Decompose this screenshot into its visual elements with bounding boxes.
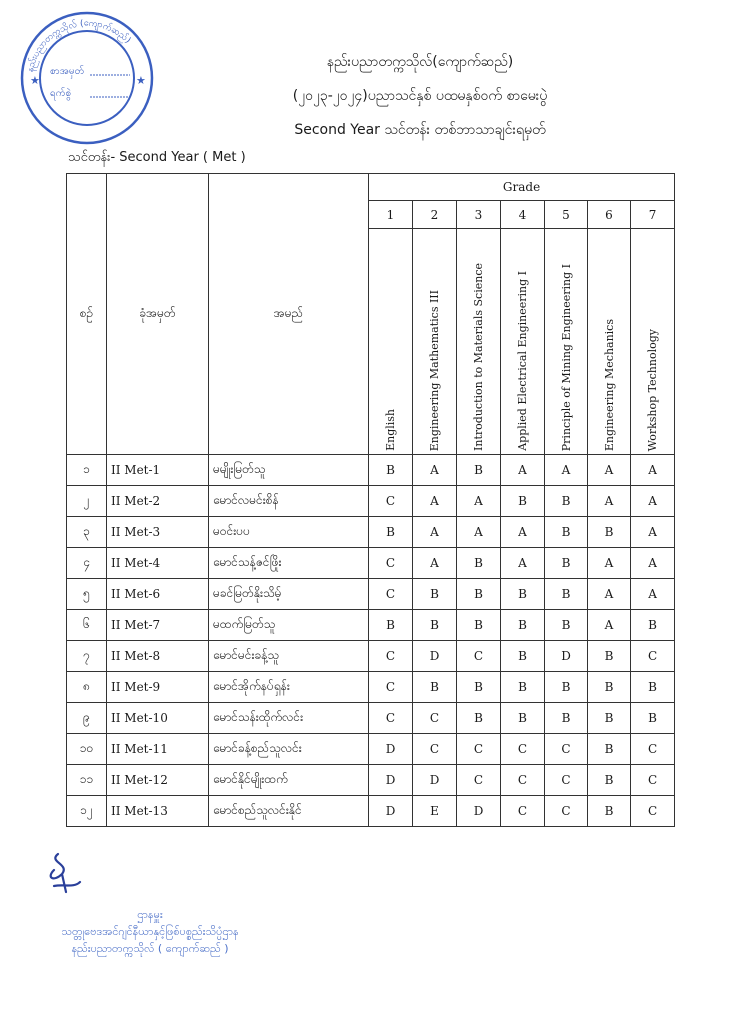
roll-number: II Met-7: [107, 610, 209, 641]
grade-cell: B: [631, 703, 675, 734]
table-row: [67, 579, 675, 610]
subject-name: English: [384, 409, 397, 451]
grade-cell: C: [501, 796, 545, 827]
grade-cell: B: [457, 703, 501, 734]
student-name: မောင်မင်းခန့်သူ: [209, 641, 369, 672]
subject-name: Workshop Technology: [646, 328, 660, 451]
seal-line-number: စာအမှတ်: [50, 66, 85, 77]
header-university: နည်းပညာတက္ကသိုလ်(ကျောက်ဆည်): [326, 54, 514, 70]
grade-cell: A: [501, 517, 545, 548]
grade-cell: B: [369, 610, 413, 641]
seal-line-date: ရက်စွဲ: [50, 88, 72, 99]
student-name: မခင်မြတ်နိုးသိမ့်: [209, 579, 369, 610]
grade-cell: C: [545, 734, 588, 765]
subject-name: Engineering Mechanics: [602, 318, 616, 451]
subject-header: [369, 229, 413, 455]
grade-cell: D: [369, 796, 413, 827]
footer-title: ဌာနမှူး: [137, 908, 163, 921]
grade-cell: B: [631, 610, 675, 641]
grade-cell: C: [457, 734, 501, 765]
grade-cell: B: [545, 610, 588, 641]
grade-cell: A: [501, 455, 545, 486]
grade-cell: A: [588, 548, 631, 579]
grade-cell: B: [413, 579, 457, 610]
grade-cell: B: [631, 672, 675, 703]
student-name: မောင်သန်းထိုက်လင်း: [209, 703, 369, 734]
grade-cell: C: [501, 734, 545, 765]
roll-number: II Met-6: [107, 579, 209, 610]
table-row: [67, 734, 675, 765]
grade-cell: B: [457, 548, 501, 579]
header-course: Second Year သင်တန်း တစ်ဘာသာချင်းရမှတ်: [294, 122, 546, 138]
grade-cell: B: [545, 517, 588, 548]
roll-number: II Met-3: [107, 517, 209, 548]
table-row: [67, 455, 675, 486]
grade-cell: D: [545, 641, 588, 672]
grade-cell: E: [413, 796, 457, 827]
grade-cell: B: [457, 455, 501, 486]
grade-cell: D: [457, 796, 501, 827]
subject-header: [457, 229, 501, 455]
row-number: ၃: [67, 517, 107, 548]
grade-cell: B: [588, 765, 631, 796]
grade-cell: C: [369, 579, 413, 610]
subject-number: 4: [501, 201, 545, 229]
subject-header: [413, 229, 457, 455]
subject-name: Principle of Mining Engineering I: [559, 263, 573, 451]
student-name: မောင်ခန့်စည်သူလင်း: [209, 734, 369, 765]
grade-cell: A: [588, 455, 631, 486]
grade-cell: A: [457, 486, 501, 517]
grade-cell: C: [545, 796, 588, 827]
roll-number: II Met-4: [107, 548, 209, 579]
grade-cell: D: [413, 765, 457, 796]
table-row: [67, 486, 675, 517]
grade-cell: C: [413, 734, 457, 765]
grade-cell: B: [545, 579, 588, 610]
header-name: အမည်: [209, 174, 369, 455]
student-name: မောင်သန့်ဇင်ဖြိုး: [209, 548, 369, 579]
grade-cell: B: [457, 579, 501, 610]
roll-number: II Met-2: [107, 486, 209, 517]
grade-cell: B: [413, 672, 457, 703]
roll-number: II Met-12: [107, 765, 209, 796]
grade-cell: A: [631, 548, 675, 579]
row-number: ၆: [67, 610, 107, 641]
row-number: ၁၁: [67, 765, 107, 796]
grade-cell: A: [413, 486, 457, 517]
grade-cell: A: [501, 548, 545, 579]
footer-university: နည်းပညာတက္ကသိုလ် ( ကျောက်ဆည် ): [71, 942, 229, 955]
grade-cell: B: [501, 486, 545, 517]
grade-cell: B: [457, 672, 501, 703]
roll-number: II Met-9: [107, 672, 209, 703]
subject-header: [631, 229, 675, 455]
grade-cell: A: [545, 455, 588, 486]
grade-cell: A: [588, 579, 631, 610]
grade-cell: C: [631, 765, 675, 796]
grade-cell: B: [588, 796, 631, 827]
grade-cell: C: [501, 765, 545, 796]
subject-header: [501, 229, 545, 455]
grade-cell: B: [588, 672, 631, 703]
grade-cell: B: [545, 486, 588, 517]
grade-cell: B: [545, 548, 588, 579]
header-no: စဉ်: [67, 174, 107, 455]
seal-ring-text: နည်းပညာတက္ကသိုလ် (ကျောက်ဆည်): [25, 18, 133, 73]
grade-cell: C: [545, 765, 588, 796]
subject-number: 1: [369, 201, 413, 229]
grade-cell: B: [501, 703, 545, 734]
grade-cell: B: [457, 610, 501, 641]
department-stamp: [20, 906, 280, 957]
row-number: ၇: [67, 641, 107, 672]
grade-cell: B: [588, 517, 631, 548]
grade-cell: D: [369, 734, 413, 765]
signature: [40, 848, 110, 898]
table-row: [67, 610, 675, 641]
grade-cell: C: [457, 765, 501, 796]
svg-text:★: ★: [136, 74, 146, 87]
table-row: [67, 641, 675, 672]
roll-number: II Met-10: [107, 703, 209, 734]
grade-cell: C: [369, 486, 413, 517]
grade-cell: A: [413, 548, 457, 579]
grade-cell: A: [631, 517, 675, 548]
row-number: ၈: [67, 672, 107, 703]
subject-name: Engineering Mathematics III: [428, 289, 441, 451]
grade-cell: B: [369, 455, 413, 486]
grade-cell: B: [501, 610, 545, 641]
subject-name: Applied Electrical Engineering I: [516, 271, 529, 451]
table-row: [67, 796, 675, 827]
class-subtitle: သင်တန်း- Second Year ( Met ): [68, 150, 246, 165]
subject-header: [545, 229, 588, 455]
row-number: ၂: [67, 486, 107, 517]
grade-cell: D: [413, 641, 457, 672]
grade-cell: C: [369, 548, 413, 579]
grade-cell: B: [588, 734, 631, 765]
grade-cell: B: [369, 517, 413, 548]
grades-table: [66, 173, 675, 827]
student-name: မဝင်းပပ: [209, 517, 369, 548]
grade-cell: B: [501, 672, 545, 703]
grade-cell: A: [457, 517, 501, 548]
row-number: ၁: [67, 455, 107, 486]
roll-number: II Met-1: [107, 455, 209, 486]
student-name: မောင်အိုက်နပ်ရှန်း: [209, 672, 369, 703]
row-number: ၉: [67, 703, 107, 734]
subject-header: [588, 229, 631, 455]
grade-cell: B: [588, 703, 631, 734]
grade-cell: B: [545, 672, 588, 703]
grade-cell: A: [631, 455, 675, 486]
roll-number: II Met-11: [107, 734, 209, 765]
university-seal: [12, 6, 162, 146]
row-number: ၅: [67, 579, 107, 610]
grade-cell: A: [588, 610, 631, 641]
student-name: မောင်လမင်းစိန်: [209, 486, 369, 517]
grade-cell: B: [413, 610, 457, 641]
table-row: [67, 703, 675, 734]
grade-cell: C: [369, 641, 413, 672]
subject-name: Introduction to Materials Science: [472, 263, 485, 451]
header-exam: (၂၀၂၃-၂၀၂၄)ပညာသင်နှစ် ပထမနှစ်ဝက် စာမေးပွဲ: [292, 88, 548, 104]
subject-number: 2: [413, 201, 457, 229]
grade-cell: C: [413, 703, 457, 734]
grade-cell: C: [457, 641, 501, 672]
grade-cell: B: [545, 703, 588, 734]
grade-cell: B: [588, 641, 631, 672]
grade-cell: A: [413, 517, 457, 548]
grade-cell: A: [631, 579, 675, 610]
subject-number: 7: [631, 201, 675, 229]
row-number: ၄: [67, 548, 107, 579]
subject-number: 5: [545, 201, 588, 229]
svg-text:★: ★: [30, 74, 40, 87]
student-name: မောင်စည်သူလင်းနိုင်: [209, 796, 369, 827]
document-header: [180, 52, 660, 154]
grade-cell: D: [369, 765, 413, 796]
subject-number: 6: [588, 201, 631, 229]
row-number: ၁၀: [67, 734, 107, 765]
roll-number: II Met-8: [107, 641, 209, 672]
student-name: မောင်နိုင်မျိုးထက်: [209, 765, 369, 796]
grades-body: [67, 455, 675, 827]
row-number: ၁၂: [67, 796, 107, 827]
table-row: [67, 765, 675, 796]
grade-cell: C: [631, 734, 675, 765]
student-name: မထက်မြတ်သူ: [209, 610, 369, 641]
grade-cell: A: [631, 486, 675, 517]
header-roll: ခုံအမှတ်: [107, 174, 209, 455]
grade-cell: A: [588, 486, 631, 517]
table-row: [67, 517, 675, 548]
student-name: မမျိုးမြတ်သူ: [209, 455, 369, 486]
table-row: [67, 548, 675, 579]
grade-cell: B: [501, 579, 545, 610]
grade-cell: C: [631, 796, 675, 827]
roll-number: II Met-13: [107, 796, 209, 827]
table-row: [67, 672, 675, 703]
grade-cell: C: [369, 703, 413, 734]
header-grade: Grade: [369, 174, 675, 201]
grade-cell: B: [501, 641, 545, 672]
subject-number: 3: [457, 201, 501, 229]
grade-cell: C: [631, 641, 675, 672]
footer-department: သတ္တုဗေဒအင်ဂျင်နီယာနှင့်ဖြစ်ပစ္စည်းသိပ္ပံဌာန: [61, 925, 239, 938]
grade-cell: C: [369, 672, 413, 703]
grade-cell: A: [413, 455, 457, 486]
